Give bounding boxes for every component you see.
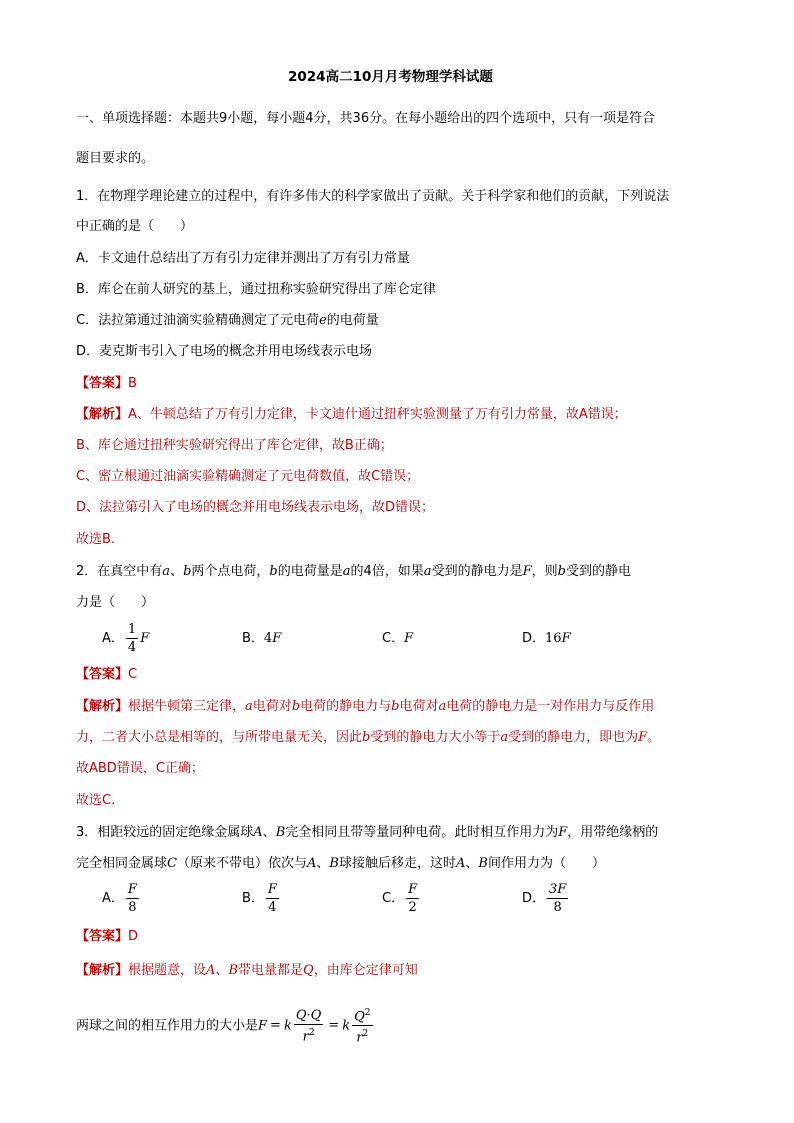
q2-text: 的4倍，如果 <box>350 564 424 579</box>
page-title: 2024高二10月月考物理学科试题 <box>288 69 493 85</box>
option-label: D． <box>522 631 546 646</box>
denominator: 2 <box>408 900 417 915</box>
q2-option-c <box>382 630 413 648</box>
q3-formula <box>76 1006 375 1046</box>
q1-option-a: A．卡文迪什总结出了万有引力定律并测出了万有引力常量 <box>76 251 410 266</box>
q3-option-a <box>102 882 141 915</box>
var-f: F <box>558 825 568 840</box>
q2-analysis-text: 受到的静电力，即也为 <box>508 730 639 745</box>
q2-analysis-text: 电荷的静电力是一对作用力与反作用 <box>446 699 655 714</box>
q3-text: 间作用力为（ ） <box>487 856 605 871</box>
section-heading-line2: 题目要求的。 <box>76 151 155 166</box>
q2-analysis-3: 故ABD错误，C正确； <box>76 761 204 776</box>
fraction <box>406 882 419 915</box>
analysis-tag: 【解析】 <box>76 407 129 422</box>
var-r: r <box>356 1030 363 1046</box>
fraction <box>266 882 279 915</box>
var-b: b <box>557 564 566 579</box>
q2-analysis-text: 电荷对 <box>252 699 292 714</box>
q2-option-d <box>522 630 571 648</box>
q3-text: 3．相距较远的固定绝缘金属球 <box>76 825 254 840</box>
section-heading-line1: 一、单项选择题：本题共9小题，每小题4分，共36分。在每小题给出的四个选项中，只有一项是符合 <box>76 111 656 126</box>
q3-text: 、 <box>465 856 479 871</box>
numerator: F <box>127 882 137 897</box>
var-A: A <box>206 963 216 978</box>
var-Q: Q <box>354 1009 365 1025</box>
q1-analysis-4: D、法拉第引入了电场的概念并用电场线表示电场，故D错误； <box>76 500 435 515</box>
answer-tag: 【答案】 <box>76 929 129 944</box>
numerator: F <box>408 882 418 897</box>
q1-option-c-tail: 的电荷量 <box>326 313 379 328</box>
var-f: F <box>522 564 532 579</box>
q2-analysis-text: 电荷的静电力与 <box>300 699 392 714</box>
q3-text: ，用带绝缘柄的 <box>567 825 659 840</box>
q2-analysis-text: 电荷对 <box>399 699 439 714</box>
q2-analysis-text: 受到的静电力大小等于 <box>370 730 501 745</box>
var-B: B <box>275 825 286 840</box>
denominator: 4 <box>127 640 137 655</box>
q1-option-c-text: C．法拉第通过油滴实验精确测定了元电荷 <box>76 313 320 328</box>
var-A: A <box>455 856 466 871</box>
denominator: 8 <box>128 900 137 915</box>
q1-analysis-1 <box>76 406 627 424</box>
answer-value: D <box>128 929 139 944</box>
q3-option-b <box>242 882 281 915</box>
q2-text: 受到的静电 <box>565 564 631 579</box>
var-f: F <box>638 730 648 745</box>
var-a: a <box>162 564 171 579</box>
var-a: a <box>500 730 509 745</box>
q2-conclusion: 故选C. <box>76 793 116 808</box>
fraction <box>126 622 138 655</box>
var-f: F <box>561 631 571 646</box>
q2-analysis-2 <box>76 729 660 747</box>
q1-analysis-2: B、库仑通过扭秤实验研究得出了库仑定律，故B正确； <box>76 438 393 453</box>
q2-text: 两个点电荷， <box>191 564 270 579</box>
analysis-tag: 【解析】 <box>76 963 129 978</box>
denominator <box>354 1026 370 1045</box>
q3-text: 完全相同金属球 <box>76 856 168 871</box>
fraction <box>547 882 568 915</box>
fraction <box>294 1008 323 1044</box>
q3-option-c <box>382 882 421 915</box>
var-k: k <box>283 1018 292 1034</box>
q1-stem-line1: 1．在物理学理论建立的过程中，有许多伟大的科学家做出了贡献。关于科学家和他们的贡献，下列说法 <box>76 189 670 204</box>
option-label: C． <box>382 631 405 646</box>
numerator: Q·Q <box>295 1007 322 1023</box>
q3-stem-line2 <box>76 855 605 873</box>
var-f: F <box>140 631 150 646</box>
equals-sign: = <box>328 1018 340 1034</box>
numerator: F <box>267 882 277 897</box>
q3-option-d <box>522 882 570 915</box>
q1-analysis-1-text: A、牛顿总结了万有引力定律，卡文迪什通过扭秤实验测量了万有引力常量，故A错误； <box>128 407 627 422</box>
q1-option-c <box>76 312 379 330</box>
option-label: C． <box>382 891 405 906</box>
numerator: 3F <box>549 882 567 897</box>
answer-value: B <box>128 376 137 391</box>
equals-sign: = <box>270 1018 281 1034</box>
numerator: 1 <box>127 622 137 637</box>
q3-analysis-text: 、 <box>215 963 229 978</box>
q2-text: 2．在真空中有 <box>76 564 163 579</box>
option-label: B． <box>242 631 264 646</box>
var-f: F <box>404 631 414 646</box>
var-b: b <box>269 564 278 579</box>
var-k: k <box>342 1018 351 1034</box>
q2-analysis-1 <box>76 698 654 716</box>
option-value: 16 <box>545 631 562 646</box>
var-b: b <box>183 564 192 579</box>
q2-option-a <box>102 622 149 655</box>
q1-answer <box>76 375 137 393</box>
var-B: B <box>478 856 488 871</box>
var-r: r <box>302 1029 309 1044</box>
answer-value: C <box>128 667 138 682</box>
exponent: 2 <box>364 1008 371 1018</box>
var-b: b <box>391 699 400 714</box>
q3-text: 完全相同且带等量同种电荷。此时相互作用力为 <box>285 825 559 840</box>
q3-text: （原来不带电）依次与 <box>176 856 307 871</box>
q1-conclusion: 故选B. <box>76 532 116 547</box>
denominator: 8 <box>553 900 562 915</box>
var-a: a <box>438 699 447 714</box>
q2-answer <box>76 666 137 684</box>
q3-text: 、 <box>262 825 276 840</box>
var-b: b <box>291 699 301 714</box>
option-label: A． <box>102 891 124 906</box>
q2-analysis-text: 根据牛顿第三定律， <box>128 699 246 714</box>
q1-option-b: B．库仑在前人研究的基上，通过扭称实验研究得出了库仑定律 <box>76 282 436 297</box>
var-C: C <box>167 856 177 871</box>
q3-analysis-text: 根据题意，设 <box>128 963 207 978</box>
exponent: 2 <box>308 1027 315 1038</box>
q3-stem-line1 <box>76 824 658 842</box>
q1-option-c-var: e <box>319 313 327 328</box>
formula-text: 两球之间的相互作用力的大小是 <box>76 1018 259 1034</box>
numerator <box>352 1006 372 1026</box>
var-b: b <box>362 730 371 745</box>
q3-analysis-1 <box>76 962 418 980</box>
q3-text: 球接触后移走，这时 <box>338 856 456 871</box>
var-A: A <box>253 825 263 840</box>
analysis-tag: 【解析】 <box>76 699 129 714</box>
q2-text: ，则 <box>531 564 558 579</box>
q2-stem-line2: 力是（ ） <box>76 595 155 610</box>
q2-text: 的电荷量是 <box>277 564 343 579</box>
q3-analysis-text: 带电量都是 <box>238 963 304 978</box>
var-f: F <box>272 631 282 646</box>
option-label: B． <box>242 891 264 906</box>
denominator: 4 <box>268 900 277 915</box>
q1-option-d: D．麦克斯韦引入了电场的概念并用电场线表示电场 <box>76 344 373 359</box>
answer-tag: 【答案】 <box>76 376 129 391</box>
q2-text: 受到的静电力是 <box>431 564 523 579</box>
var-a: a <box>342 564 351 579</box>
exponent: 2 <box>362 1029 369 1040</box>
var-B: B <box>329 856 339 871</box>
answer-tag: 【答案】 <box>76 667 129 682</box>
q2-analysis-text: 。 <box>647 730 661 745</box>
q1-analysis-3: C、密立根通过油滴实验精确测定了元电荷数值，故C错误； <box>76 469 420 484</box>
denominator <box>301 1025 317 1044</box>
var-Q: Q <box>303 963 314 978</box>
var-a: a <box>423 564 432 579</box>
var-A: A <box>306 856 317 871</box>
q2-stem-line1 <box>76 563 631 581</box>
q1-stem-line2: 中正确的是（ ） <box>76 219 194 234</box>
q2-option-b <box>242 630 281 648</box>
q2-analysis-text: 力，二者大小总是相等的，与所带电量无关，因此 <box>76 730 363 745</box>
var-a: a <box>245 699 253 714</box>
q2-text: 、 <box>170 564 184 579</box>
var-f: F <box>258 1018 268 1034</box>
q3-analysis-text: ，由库仑定律可知 <box>313 963 418 978</box>
option-label: A． <box>102 631 124 646</box>
option-label: D． <box>522 891 546 906</box>
q3-answer <box>76 928 138 946</box>
q3-text: 、 <box>316 856 330 871</box>
option-value: 4 <box>263 631 273 646</box>
fraction <box>352 1006 372 1046</box>
fraction <box>126 882 139 915</box>
var-B: B <box>228 963 238 978</box>
